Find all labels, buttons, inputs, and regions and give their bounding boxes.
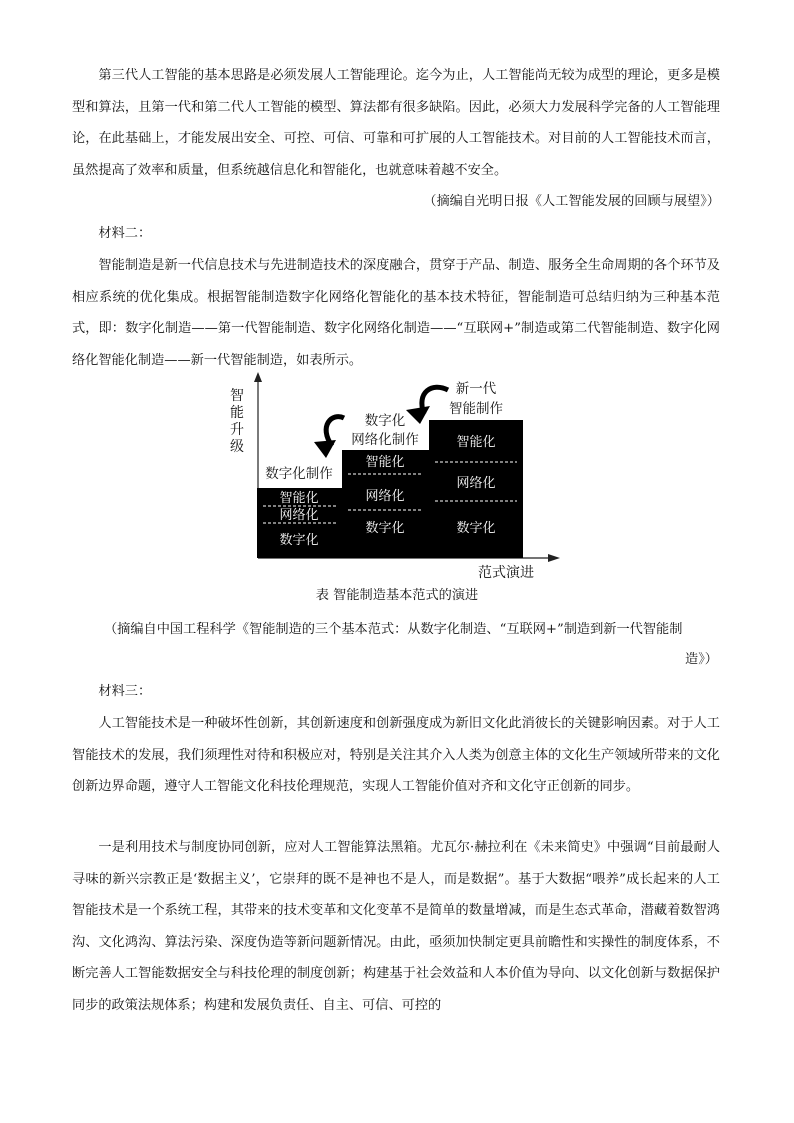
y-axis-arrow-icon — [254, 372, 262, 382]
step2-layer-network: 网络化 — [365, 489, 405, 504]
step1-layer-digital: 数字化 — [279, 533, 319, 548]
paragraph-4: 一是利用技术与制度协同创新，应对人工智能算法黑箱。尤瓦尔·赫拉利在《未来简史》中强调“目前最耐人寻味的新兴宗教正是‘数据主义’，它崇拜的既不是神也不是人，而是数据”。基于大数据“喂养”成长起来的人工智能技术是一个系统工程，其带来的技术变革和文化变革不是简单的数量增减，而是生态式革命，潜藏着数智鸿沟、文化鸿沟、算法污染、深度伪造等新问题新情况。由此，亟须加快制定更具前瞻性和实操性的制度体系，不断完善人工智能数据安全与科技伦理的制度创新；构建基于社会效益和人本价值为导向、以文化创新与数据保护同步的政策法规体系；构建和发展负责任、自主、可信、可控的 — [72, 840, 720, 1013]
step3-header-line2: 智能制作 — [449, 401, 503, 417]
x-axis-label: 范式演进 — [478, 565, 534, 581]
y-axis-label-1: 智 — [230, 388, 244, 404]
source-citation-1: （摘编自光明日报《人工智能发展的回顾与展望》） — [423, 194, 720, 209]
y-axis-label-2: 能 — [230, 405, 244, 421]
paragraph-2: 智能制造是新一代信息技术与先进制造技术的深度融合，贯穿于产品、制造、服务全生命周期的各个环节及相应系统的优化集成。根据智能制造数字化网络化智能化的基本技术特征，智能制造可总结归纳为三种基本范式，即：数字化制造——第一代智能制造、数字化网络化制造——“互联网+”制造或第二代智能制造、数字化网络化智能化制造——新一代智能制造，如表所示。 — [72, 258, 720, 368]
step2-header-line2: 网络化制作 — [351, 432, 419, 448]
y-axis-label-4: 级 — [230, 439, 244, 455]
step2-header-line1: 数字化 — [364, 413, 406, 429]
paradigm-evolution-figure — [220, 370, 580, 590]
paragraph-3: 人工智能技术是一种破坏性创新，其创新速度和创新强度成为新旧文化此消彼长的关键影响因素。对于人工智能技术的发展，我们须理性对待和积极应对，特别是关注其介入人类为创意主体的文化生产领域所带来的文化创新边界命题，遵守人工智能文化科技伦理规范，实现人工智能价值对齐和文化守正创新的同步。 — [72, 716, 720, 794]
step3-layer-intelligent: 智能化 — [456, 435, 496, 450]
step2-layer-intelligent: 智能化 — [365, 455, 405, 470]
step3-header-line1: 新一代 — [455, 381, 497, 397]
figure-caption: 表 智能制造基本范式的演进 — [315, 588, 479, 603]
material-3-heading: 材料三： — [98, 684, 152, 699]
step3-layer-digital: 数字化 — [456, 521, 496, 536]
step1-layer-network: 网络化 — [279, 508, 319, 523]
material-2-heading: 材料二： — [98, 226, 152, 241]
step3-layer-network: 网络化 — [456, 476, 496, 491]
source-citation-2-line2: 造》） — [685, 652, 718, 667]
step2-layer-digital: 数字化 — [365, 521, 405, 536]
step1-header: 数字化制作 — [265, 466, 333, 482]
step1-layer-intelligent: 智能化 — [279, 491, 319, 506]
source-citation-2-line1: （摘编自中国工程科学《智能制造的三个基本范式：从数字化制造、“互联网+”制造到新一代智能制 — [104, 622, 683, 637]
paragraph-1: 第三代人工智能的基本思路是必须发展人工智能理论。迄今为止，人工智能尚无较为成型的理论，更多是模型和算法，且第一代和第二代人工智能的模型、算法都有很多缺陷。因此，必须大力发展科学完备的人工智能理论，在此基础上，才能发展出安全、可控、可信、可靠和可扩展的人工智能技术。对目前的人工智能技术而言，虽然提高了效率和质量，但系统越信息化和智能化，也就意味着越不安全。 — [72, 68, 720, 178]
y-axis-label-3: 升 — [230, 422, 244, 438]
x-axis-arrow-icon — [548, 554, 560, 562]
